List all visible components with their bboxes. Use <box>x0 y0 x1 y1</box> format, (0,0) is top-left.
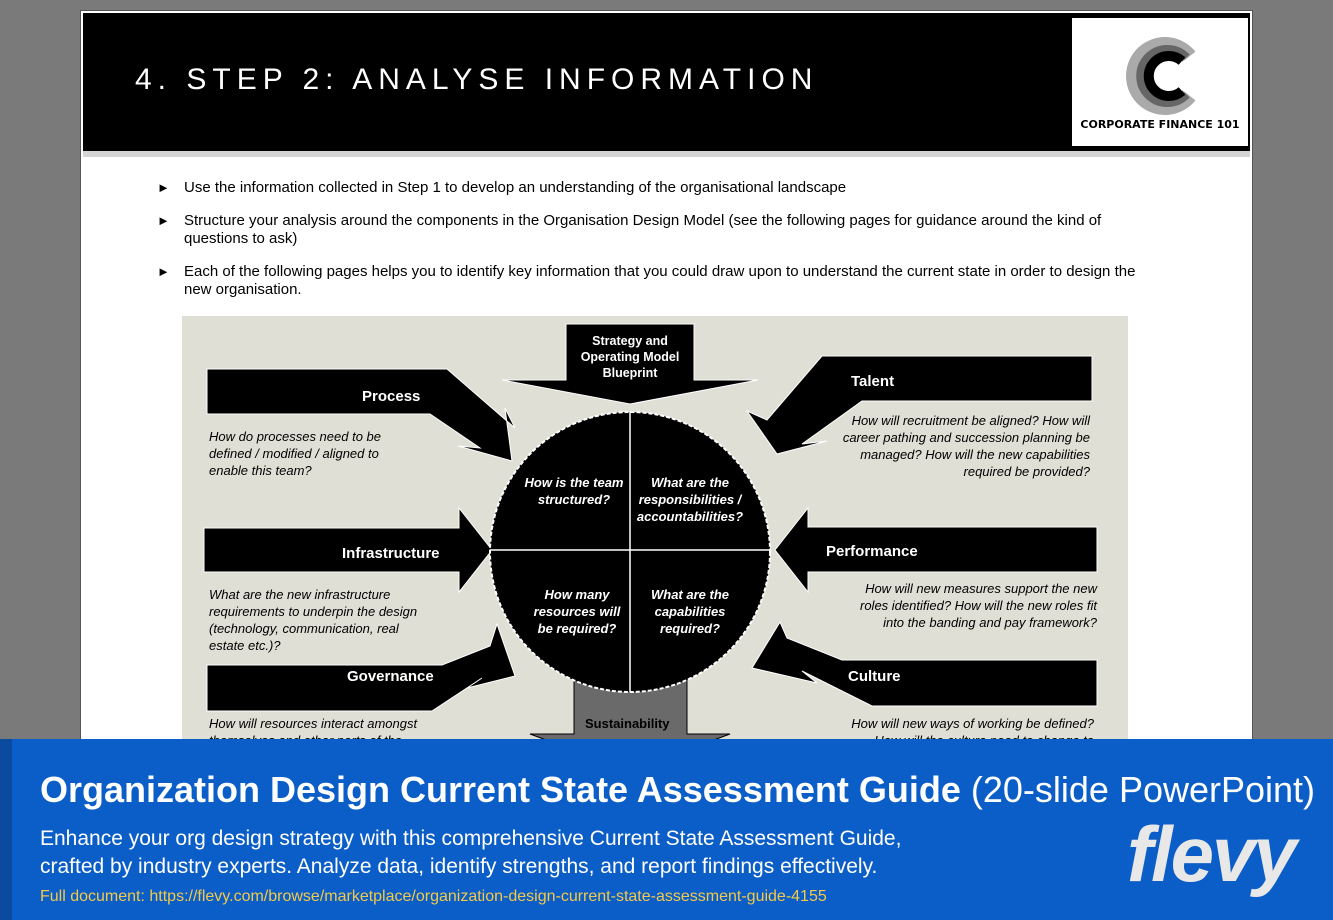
question-team-structure: How is the team structured? <box>524 475 624 507</box>
bullet-arrow-icon: ► <box>157 180 170 195</box>
flevy-logo[interactable]: flevy <box>1127 810 1295 898</box>
banner-title-bold: Organization Design Current State Assessment Guide <box>40 769 961 810</box>
bullet-item <box>157 212 1167 248</box>
header-divider <box>83 151 1250 157</box>
logo-text: CORPORATE FINANCE 101 <box>1080 118 1240 131</box>
governance-description: How will resources interact amongst <box>209 716 418 731</box>
bullet-text: Each of the following pages helps you to identify key information that you could draw upon to understand the current state in order to design the new organisation. <box>184 263 1136 298</box>
infrastructure-label: Infrastructure <box>342 545 440 562</box>
process-label: Process <box>362 388 421 405</box>
slide-header <box>83 13 1250 151</box>
banner-title-suffix: (20-slide PowerPoint) <box>970 769 1316 810</box>
performance-label: Performance <box>826 543 918 560</box>
question-responsibilities: What are the responsibilities / accountabilities? <box>636 475 744 524</box>
bullet-text: Use the information collected in Step 1 to develop an understanding of the organisational landscape <box>184 179 847 196</box>
slide <box>80 10 1253 770</box>
bullet-arrow-icon: ► <box>157 264 170 279</box>
talent-label: Talent <box>851 373 895 390</box>
culture-label: Culture <box>848 668 901 685</box>
strategy-label: Strategy and Operating Model Blueprint <box>580 334 680 380</box>
question-resources: How many resources will be required? <box>533 587 621 636</box>
logo-c-icon <box>1072 18 1250 118</box>
promo-banner <box>0 739 1333 920</box>
bullet-item <box>157 179 1167 197</box>
culture-description: How will new ways of working be defined? <box>851 716 1094 731</box>
banner-description: Enhance your org design strategy with this comprehensive Current State Assessment Guide, crafted by industry experts. Analyze data, identify strengths, and report findings effectively. <box>40 827 902 878</box>
culture-arrow <box>752 622 1097 706</box>
question-capabilities: What are the capabilities required? <box>650 587 729 636</box>
full-document-link[interactable]: Full document: https://flevy.com/browse/marketplace/organization-design-current-state-assessment-guide-4155 <box>40 888 827 905</box>
governance-label: Governance <box>347 668 434 685</box>
org-design-diagram <box>182 316 1128 771</box>
bullet-list <box>157 179 1167 314</box>
bullet-item <box>157 263 1167 299</box>
talent-description: How will recruitment be aligned? How will career pathing and succession planning be managed? How will the new capabilities required be provided? <box>842 413 1090 479</box>
bullet-text: Structure your analysis around the components in the Organisation Design Model (see the following pages for guidance around the kind of questions to ask) <box>184 212 1102 247</box>
performance-description: How will new measures support the new roles identified? How will the new roles fit into the banding and pay framework? <box>860 581 1097 630</box>
infrastructure-description: What are the new infrastructure requirements to underpin the design (technology, communication, real estate etc.)? <box>209 587 418 653</box>
corporate-finance-logo <box>1071 17 1249 147</box>
sustainability-label: Sustainability <box>585 716 670 731</box>
process-description: How do processes need to be defined / modified / aligned to enable this team? <box>209 429 381 478</box>
banner-title <box>40 769 1315 811</box>
diagram-shapes <box>182 316 1128 771</box>
banner-edge <box>0 739 12 920</box>
bullet-arrow-icon: ► <box>157 213 170 228</box>
slide-title: 4. STEP 2: ANALYSE INFORMATION <box>135 63 819 96</box>
